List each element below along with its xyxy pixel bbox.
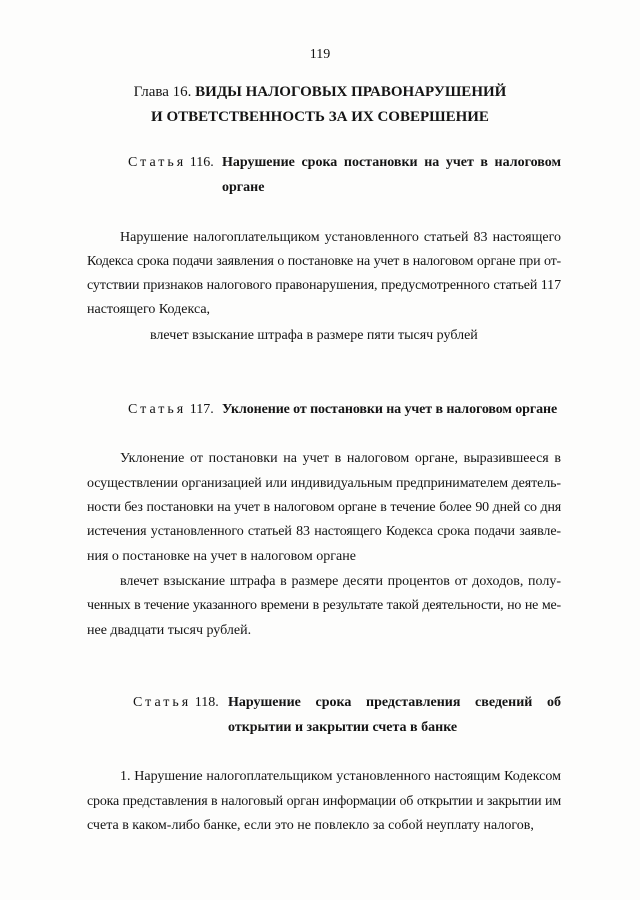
article-118-title-line-2: открытии и закрытии счета в банке — [228, 720, 458, 735]
article-116-body-line: сутствии признаков налогового правонарушения, предусмотренного статьей 117 — [87, 278, 561, 293]
article-116-title-line-1: Нарушение срока постановки на учет в налоговом — [222, 155, 561, 170]
article-118-body-line: срока представления в налоговый орган информации об открытии и закрытии им — [87, 794, 561, 809]
article-118-body-line: счета в каком-либо банке, если это не повлекло за собой неуплату налогов, — [87, 818, 534, 833]
article-117-label — [128, 400, 218, 420]
chapter-label: Глава 16. — [133, 84, 192, 100]
article-117-body-line: ния о постановке на учет в налоговом органе — [87, 549, 356, 564]
article-116-body-line: Нарушение налогоплательщиком установленного статьей 83 настоящего — [120, 230, 561, 245]
article-116-sanction-line: влечет взыскание штрафа в размере пяти тысяч рублей — [150, 328, 478, 343]
article-116-body-line: настоящего Кодекса, — [87, 302, 211, 317]
chapter-heading-line-1 — [0, 82, 640, 102]
article-number: 117. — [189, 402, 214, 417]
article-117-title-line-1: Уклонение от постановки на учет в налоговом органе — [222, 402, 558, 417]
chapter-title-line-2: И ОТВЕТСТВЕННОСТЬ ЗА ИХ СОВЕРШЕНИЕ — [151, 109, 489, 125]
article-117-body-line: истечения установленного статьей 83 настоящего Кодекса срока подачи заявле- — [87, 524, 561, 539]
article-label-word: Статья — [133, 695, 192, 710]
article-118-title-line-1: Нарушение срока представления сведений об — [228, 695, 561, 710]
chapter-title-line-1: ВИДЫ НАЛОГОВЫХ ПРАВОНАРУШЕНИЙ — [195, 84, 507, 100]
article-117-sanction-line: влечет взыскание штрафа в размере десяти процентов от доходов, полу- — [120, 574, 561, 589]
article-117-sanction-line: ченных в течение указанного времени в результате такой деятельности, но не ме- — [87, 598, 561, 613]
article-116-label — [128, 153, 218, 173]
article-117-body-line: Уклонение от постановки на учет в налоговом органе, выразившееся в — [120, 451, 561, 466]
article-label-word: Статья — [128, 402, 187, 417]
article-118-body-line: 1. Нарушение налогоплательщиком установленного настоящим Кодексом — [120, 769, 561, 784]
article-116-title-line-2: органе — [222, 180, 265, 195]
article-116-body-line: Кодекса срока подачи заявления о постановке на учет в налоговом органе при от- — [87, 254, 561, 269]
page-number: 119 — [309, 47, 331, 62]
article-number: 118. — [194, 695, 219, 710]
article-number: 116. — [189, 155, 214, 170]
article-118-label — [133, 693, 225, 713]
article-label-word: Статья — [128, 155, 187, 170]
article-117-body-line: осуществлении организацией или индивидуальным предпринимателем деятель- — [87, 476, 561, 491]
article-117-sanction-line: нее двадцати тысяч рублей. — [87, 623, 252, 638]
article-117-body-line: ности без постановки на учет в налоговом органе в течение более 90 дней со дня — [87, 500, 561, 515]
